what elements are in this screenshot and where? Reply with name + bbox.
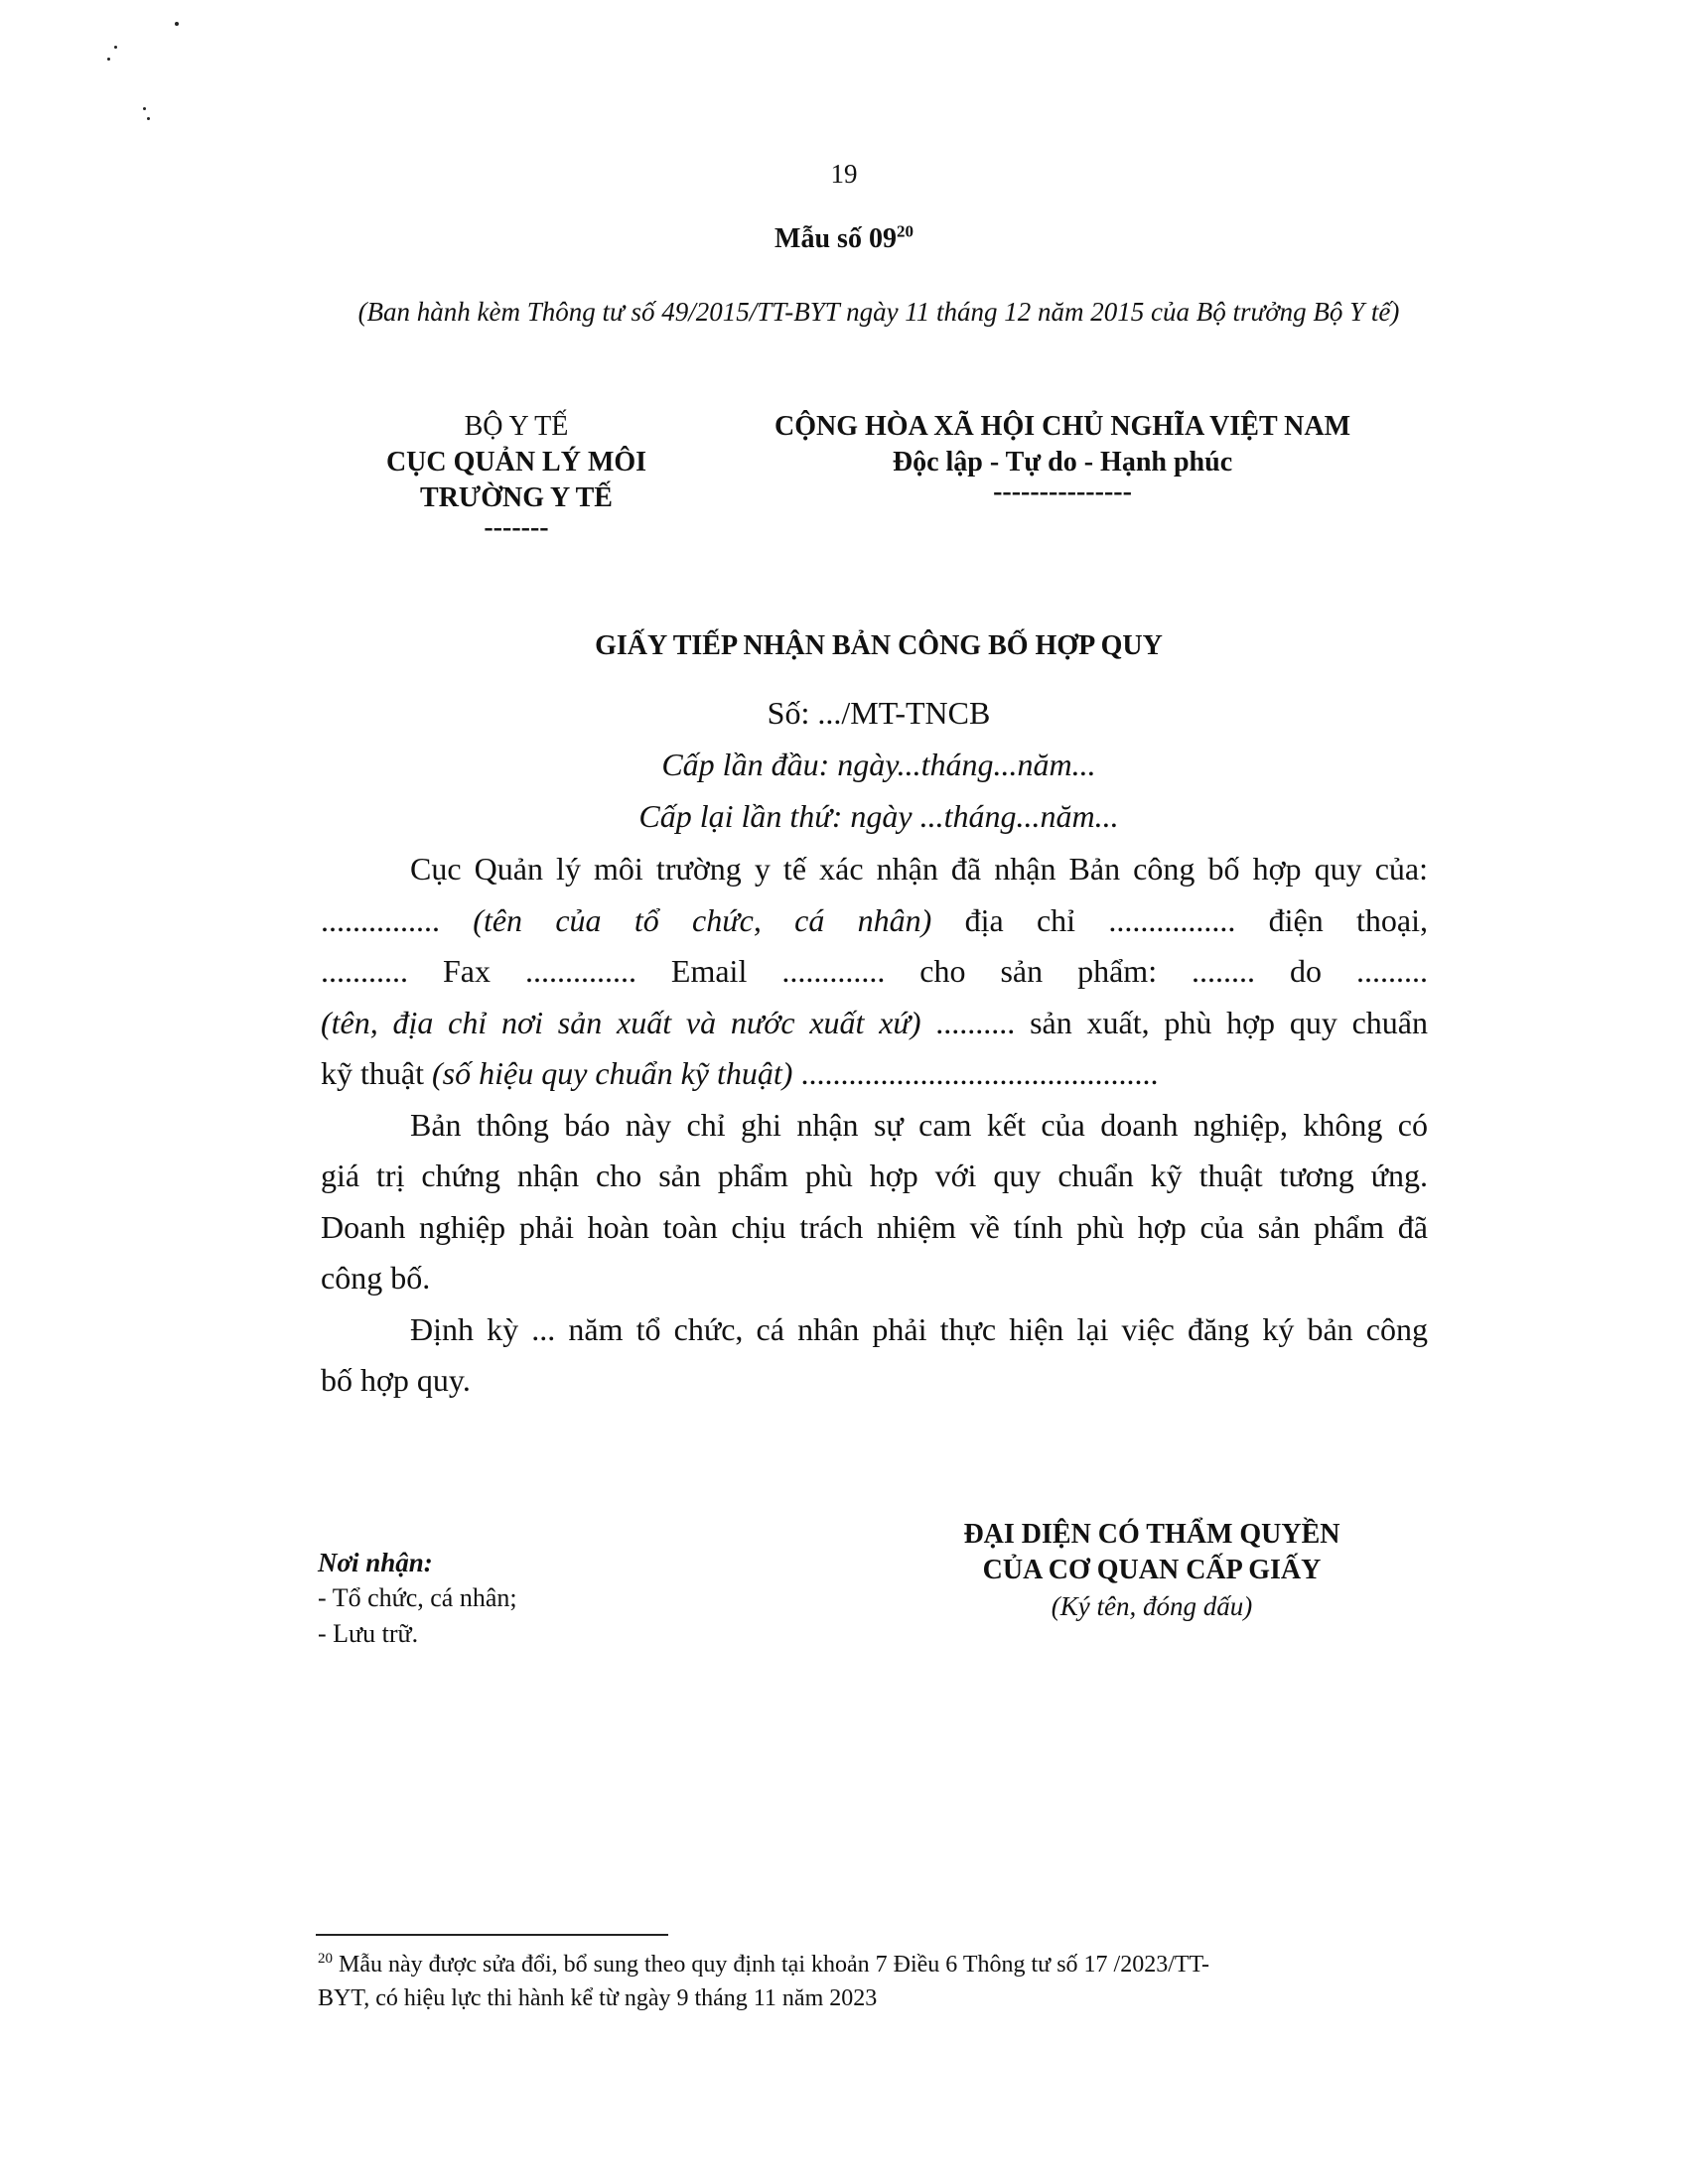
footnote-ref: 20 bbox=[896, 221, 914, 241]
body-line: bố hợp quy. bbox=[321, 1362, 471, 1398]
issued-note: (Ban hành kèm Thông tư số 49/2015/TT-BYT ngày 11 tháng 12 năm 2015 của Bộ trưởng Bộ Y tế) bbox=[357, 297, 1400, 327]
recipient-item: - Lưu trữ. bbox=[318, 1619, 419, 1648]
scan-speck bbox=[107, 58, 110, 61]
motto-rule: --------------- bbox=[993, 477, 1132, 507]
signature-note: (Ký tên, đóng dấu) bbox=[1051, 1591, 1253, 1621]
reissue-date: Cấp lại lần thứ: ngày ...tháng...năm... bbox=[638, 798, 1119, 834]
body-line: công bố. bbox=[321, 1260, 431, 1296]
first-issue-date: Cấp lần đầu: ngày...tháng...năm... bbox=[661, 747, 1096, 782]
form-number bbox=[0, 223, 1688, 255]
field-hint: (tên, địa chỉ nơi sản xuất và nước xuất xứ) bbox=[321, 1004, 921, 1040]
body-line: ........... Fax .............. Email ............. cho sản phẩm: ........ do ......... bbox=[321, 953, 1428, 989]
recipients-label: Nơi nhận: bbox=[318, 1548, 433, 1577]
document-body bbox=[321, 844, 1428, 1407]
national-header bbox=[715, 409, 1410, 507]
footnote-line: BYT, có hiệu lực thi hành kể từ ngày 9 tháng 11 năm 2023 bbox=[318, 1985, 878, 2011]
body-line bbox=[321, 1048, 1428, 1100]
body-line: Doanh nghiệp phải hoàn toàn chịu trách nhiệm về tính phù hợp của sản phẩm đã bbox=[321, 1208, 1428, 1245]
page-number: 19 bbox=[830, 159, 858, 189]
scan-speck bbox=[147, 117, 150, 120]
nation-name: CỘNG HÒA XÃ HỘI CHỦ NGHĨA VIỆT NAM bbox=[774, 411, 1351, 442]
body-line: giá trị chứng nhận cho sản phẩm phù hợp với quy chuẩn kỹ thuật tương ứng. bbox=[321, 1158, 1428, 1193]
body-line bbox=[321, 998, 1428, 1049]
body-text-segment: .......... sản xuất, phù hợp quy chuẩn bbox=[920, 1004, 1429, 1040]
body-line: Bản thông báo này chỉ ghi nhận sự cam kết của doanh nghiệp, không có bbox=[410, 1106, 1428, 1143]
footnote bbox=[318, 1948, 1435, 2015]
footnote-line bbox=[318, 1948, 1435, 1981]
national-motto: Độc lập - Tự do - Hạnh phúc bbox=[892, 447, 1233, 478]
scan-speck bbox=[114, 46, 117, 49]
blank-field: ............... bbox=[321, 901, 474, 938]
body-line: Định kỳ ... năm tổ chức, cá nhân phải thực hiện lại việc đăng ký bản công bbox=[410, 1310, 1428, 1347]
scan-speck bbox=[143, 107, 146, 110]
body-line: Cục Quản lý môi trường y tế xác nhận đã nhận Bản công bố hợp quy của: bbox=[410, 851, 1428, 887]
footnote-text: Mẫu này được sửa đổi, bổ sung theo quy định tại khoản 7 Điều 6 Thông tư số 17 /2023/TT- bbox=[333, 1952, 1209, 1978]
signatory-title-line2: CỦA CƠ QUAN CẤP GIẤY bbox=[982, 1555, 1322, 1585]
footnote-number: 20 bbox=[318, 1951, 333, 1967]
issuing-agency bbox=[328, 409, 705, 543]
signatory-title-line1: ĐẠI DIỆN CÓ THẨM QUYỀN bbox=[963, 1519, 1340, 1550]
field-hint: (số hiệu quy chuẩn kỹ thuật) bbox=[431, 1055, 793, 1091]
agency-rule: ------- bbox=[484, 512, 549, 543]
field-hint: (tên của tổ chức, cá nhân) bbox=[473, 901, 932, 938]
footnote-divider bbox=[316, 1934, 668, 1936]
body-text-segment: kỹ thuật bbox=[321, 1055, 432, 1091]
body-text-segment: địa chỉ ................ điện thoại, bbox=[931, 901, 1429, 938]
department-name-line2: TRƯỜNG Y TẾ bbox=[420, 482, 613, 513]
blank-field: ............................................. bbox=[792, 1055, 1159, 1091]
recipient-item: - Tổ chức, cá nhân; bbox=[318, 1583, 517, 1612]
scan-speck bbox=[175, 22, 179, 26]
body-line bbox=[321, 895, 1428, 947]
ministry-name: BỘ Y TẾ bbox=[464, 411, 569, 442]
form-label: Mẫu số 09 bbox=[774, 223, 897, 254]
department-name-line1: CỤC QUẢN LÝ MÔI bbox=[385, 447, 647, 478]
document-title: GIẤY TIẾP NHẬN BẢN CÔNG BỐ HỢP QUY bbox=[595, 630, 1163, 661]
recipients-block bbox=[318, 1545, 517, 1652]
signature-block bbox=[874, 1517, 1430, 1624]
document-number: Số: .../MT-TNCB bbox=[767, 695, 991, 731]
